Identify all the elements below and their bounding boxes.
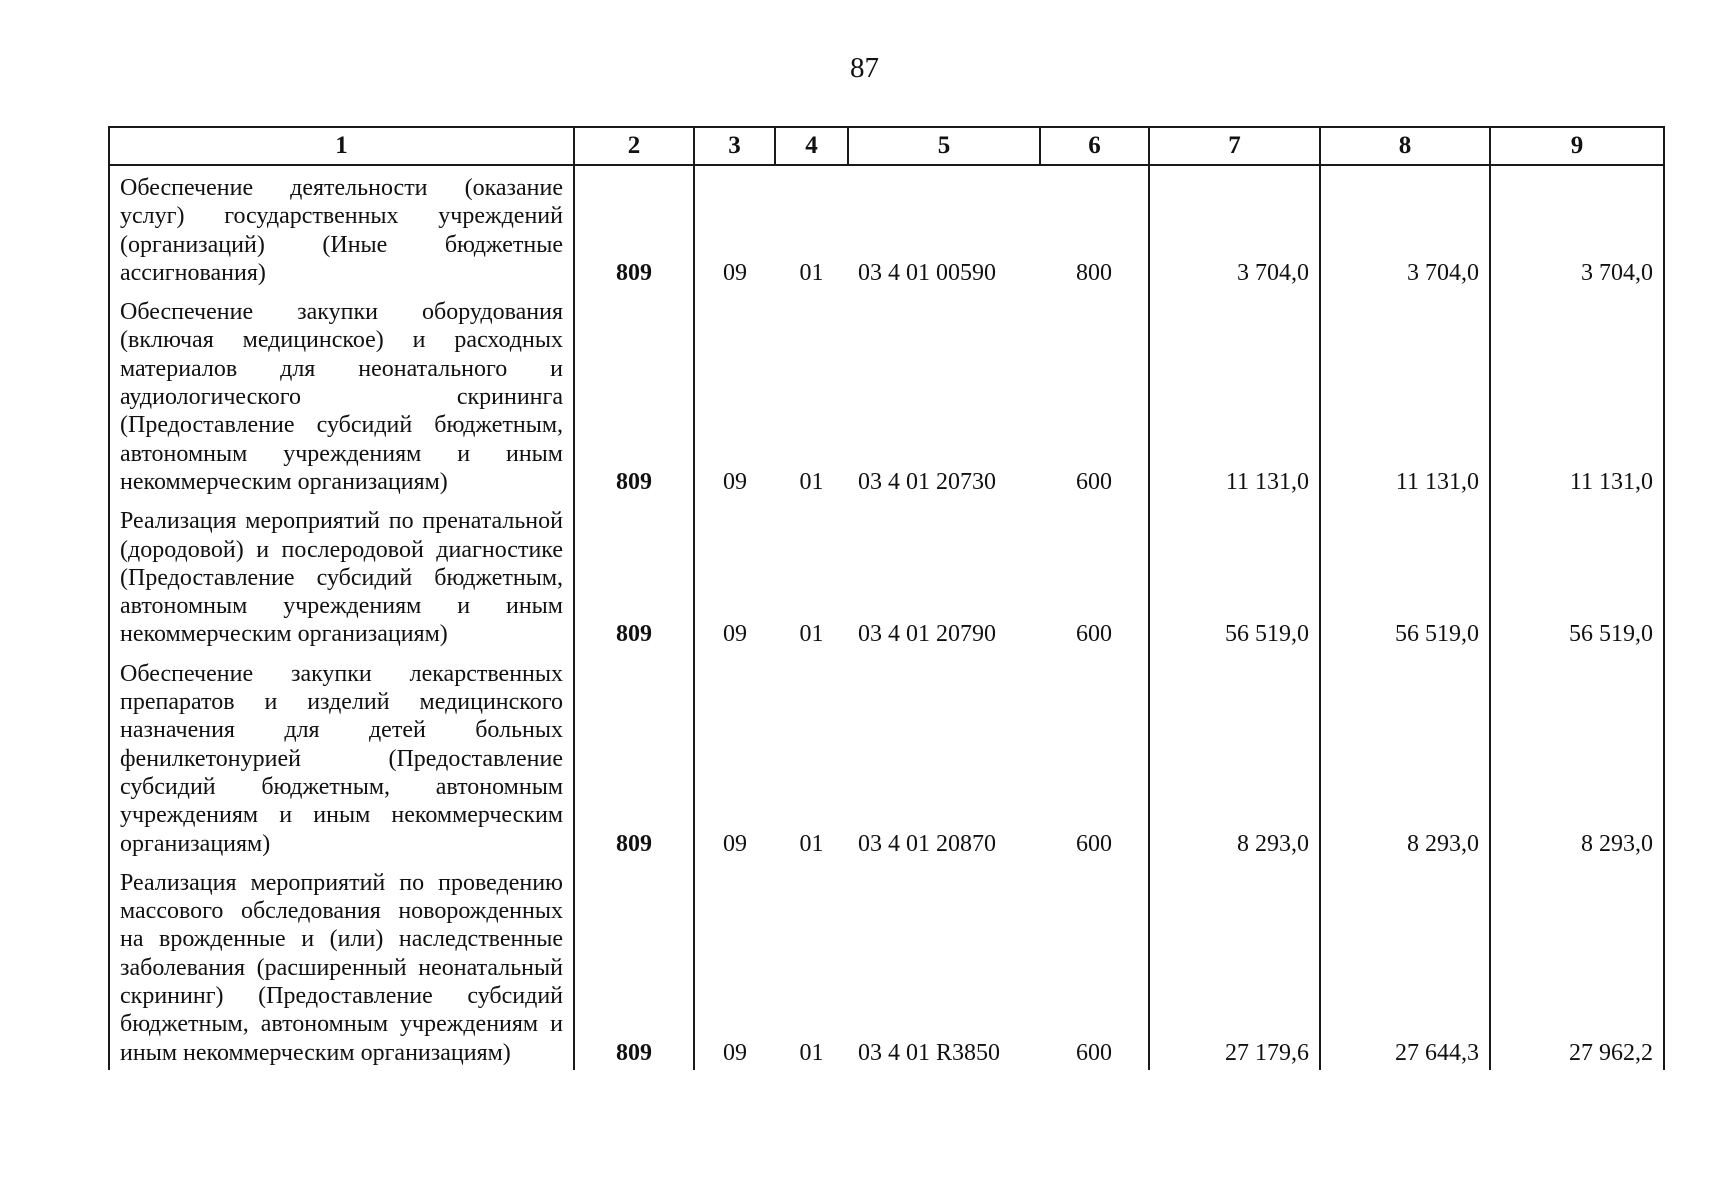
row-subsection: 01: [799, 259, 824, 286]
row-target-article: 03 4 01 20870: [858, 830, 996, 857]
row-target-article: 03 4 01 20730: [858, 468, 996, 495]
row-amount-3: 11 131,0: [1490, 290, 1664, 499]
row-name: Реализация мероприятий по проведению массового обследования новорожденных на врожденные и (или) наследственные заболевания (расширенный неонатальный скрининг) (Предоставление субсидий бюджетным, автономным учреждениям и иным некоммерческим организациям): [109, 861, 574, 1070]
row-amount-3: 3 704,0: [1490, 165, 1664, 290]
table-header: [109, 127, 1664, 165]
row-amount-2: 11 131,0: [1320, 290, 1490, 499]
header-col-7: 7: [1149, 127, 1320, 165]
row-subsection: 01: [799, 1039, 824, 1066]
row-amount-1: 11 131,0: [1149, 290, 1320, 499]
row-ministry: 809: [574, 861, 694, 1070]
row-name: Реализация мероприятий по пренатальной (дородовой) и послеродовой диагностике (Предоставление субсидий бюджетным, автономным учреждениям и иным некоммерческим организациям): [109, 499, 574, 651]
row-subsection: 01: [799, 621, 824, 648]
row-amount-2: 3 704,0: [1320, 165, 1490, 290]
row-amount-1: 56 519,0: [1149, 499, 1320, 651]
row-amount-2: 27 644,3: [1320, 861, 1490, 1070]
header-col-6: 6: [1040, 127, 1149, 165]
row-amount-3: 8 293,0: [1490, 652, 1664, 861]
row-expense-type: 600: [1040, 499, 1149, 651]
row-ministry: 809: [574, 652, 694, 861]
header-col-4: 4: [775, 127, 848, 165]
row-amount-2: 56 519,0: [1320, 499, 1490, 651]
row-subsection: 01: [799, 468, 824, 495]
row-section: 09: [723, 830, 747, 857]
budget-table: [108, 126, 1665, 1070]
row-expense-type: 600: [1040, 290, 1149, 499]
table-body: [109, 165, 1664, 1070]
row-amount-1: 3 704,0: [1149, 165, 1320, 290]
row-ministry: 809: [574, 499, 694, 651]
header-col-5: 5: [848, 127, 1040, 165]
row-target-article: 03 4 01 R3850: [858, 1039, 1001, 1066]
header-col-1: 1: [109, 127, 574, 165]
row-target-article: 03 4 01 00590: [858, 259, 996, 286]
header-col-2: 2: [574, 127, 694, 165]
page-number: 87: [850, 52, 879, 84]
row-section: 09: [723, 259, 747, 286]
row-section: 09: [723, 621, 747, 648]
table-row: [109, 290, 1664, 499]
row-name: Обеспечение деятельности (оказание услуг) государственных учреждений (организаций) (Иные бюджетные ассигнования): [109, 165, 574, 290]
row-expense-type: 800: [1040, 165, 1149, 290]
row-section: 09: [723, 468, 747, 495]
header-col-8: 8: [1320, 127, 1490, 165]
row-expense-type: 600: [1040, 652, 1149, 861]
row-amount-3: 27 962,2: [1490, 861, 1664, 1070]
row-name: Обеспечение закупки лекарственных препаратов и изделий медицинского назначения для детей больных фенилкетонурией (Предоставление субсидий бюджетным, автономным учреждениям и иным некоммерческим организациям): [109, 652, 574, 861]
header-row: [109, 127, 1664, 165]
header-col-3: 3: [694, 127, 775, 165]
row-ministry: 809: [574, 165, 694, 290]
row-amount-2: 8 293,0: [1320, 652, 1490, 861]
row-section: 09: [723, 1039, 747, 1066]
table-row: [109, 499, 1664, 651]
header-col-9: 9: [1490, 127, 1664, 165]
row-amount-3: 56 519,0: [1490, 499, 1664, 651]
row-expense-type: 600: [1040, 861, 1149, 1070]
table-row: [109, 861, 1664, 1070]
row-name: Обеспечение закупки оборудования (включая медицинское) и расходных материалов для неонатального и аудиологического скрининга (Предоставление субсидий бюджетным, автономным учреждениям и иным некоммерческим организациям): [109, 290, 574, 499]
table-row: [109, 652, 1664, 861]
row-amount-1: 8 293,0: [1149, 652, 1320, 861]
row-subsection: 01: [799, 830, 824, 857]
row-target-article: 03 4 01 20790: [858, 621, 996, 648]
table-row: [109, 165, 1664, 290]
row-ministry: 809: [574, 290, 694, 499]
row-amount-1: 27 179,6: [1149, 861, 1320, 1070]
